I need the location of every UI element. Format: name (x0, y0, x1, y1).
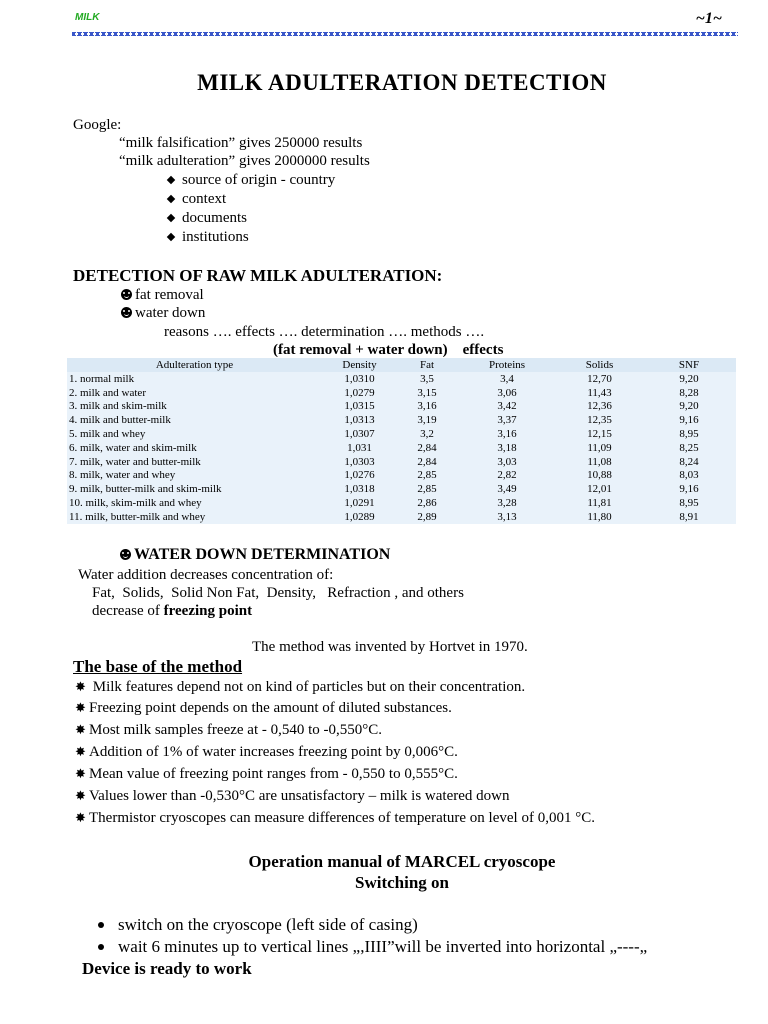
table-cell: 1,0307 (344, 428, 375, 441)
table-cell: 1,0291 (344, 497, 375, 510)
table-cell: 3,2 (420, 428, 434, 441)
table-cell: 3,4 (500, 372, 514, 385)
list-item: ✸ Addition of 1% of water increases freezing point by 0,006°C. (75, 744, 458, 760)
list-item: water down (121, 304, 205, 323)
asterisk-bullet-icon: ✸ (75, 744, 86, 759)
asterisk-bullet-icon: ✸ (75, 700, 86, 715)
table-cell: 8,91 (679, 510, 699, 523)
table-row (67, 455, 736, 469)
table-cell: 12,36 (587, 400, 612, 413)
manual-title: Operation manual of MARCEL cryoscope (248, 852, 556, 871)
list-item: fat removal (121, 286, 204, 305)
table-cell: 8,95 (679, 497, 699, 510)
diamond-bullet-icon (167, 233, 175, 241)
smiley-bullet-icon (121, 289, 132, 300)
table-cell: 9,16 (679, 414, 699, 427)
list-item: ✸ Values lower than -0,530°C are unsatisfactory – milk is watered down (75, 788, 510, 804)
list-item: ✸ Milk features depend not on kind of particles but on their concentration. (75, 679, 526, 695)
row-label: 3. milk and skim-milk (69, 400, 167, 413)
column-header: Fat (397, 358, 457, 372)
table-cell: 3,15 (417, 386, 437, 399)
table-row (67, 386, 736, 400)
water-line-2: Fat, Solids, Solid Non Fat, Density, Refraction , and others (92, 585, 464, 601)
table-row (67, 469, 736, 483)
table-cell: 9,20 (679, 400, 699, 413)
diamond-bullet-icon (167, 195, 175, 203)
google-line-adulteration: “milk adulteration” gives 2000000 results (119, 153, 370, 169)
diamond-bullet-icon (167, 176, 175, 184)
table-cell: 3,19 (417, 414, 437, 427)
smiley-bullet-icon (120, 549, 131, 560)
bullet-icon (98, 922, 104, 928)
table-cell: 3,37 (497, 414, 517, 427)
table-cell: 2,84 (417, 441, 437, 454)
water-down-heading: WATER DOWN DETERMINATION (120, 546, 390, 564)
table-cell: 3,42 (497, 400, 517, 413)
table-cell: 1,0313 (344, 414, 375, 427)
row-label: 7. milk, water and butter-milk (69, 455, 201, 468)
table-cell: 3,06 (497, 386, 517, 399)
page-title: MILK ADULTERATION DETECTION (197, 70, 607, 95)
table-header-row (67, 358, 736, 372)
row-label: 4. milk and butter-milk (69, 414, 171, 427)
table-row (67, 496, 736, 510)
table-cell: 2,89 (417, 510, 437, 523)
table-cell: 1,031 (347, 441, 372, 454)
row-label: 8. milk, water and whey (69, 469, 176, 482)
asterisk-bullet-icon: ✸ (75, 788, 86, 803)
row-label: 11. milk, butter-milk and whey (69, 510, 206, 523)
table-cell: 9,16 (679, 483, 699, 496)
table-cell: 9,20 (679, 372, 699, 385)
row-label: 2. milk and water (69, 386, 146, 399)
asterisk-bullet-icon: ✸ (75, 679, 86, 694)
table-row (67, 510, 736, 524)
row-label: 6. milk, water and skim-milk (69, 441, 197, 454)
table-cell: 8,24 (679, 455, 699, 468)
table-cell: 1,0310 (344, 372, 375, 385)
list-item: ✸ Mean value of freezing point ranges from - 0,550 to 0,555°C. (75, 766, 458, 782)
header-divider (72, 32, 738, 36)
table-cell: 8,25 (679, 441, 699, 454)
table-cell: 2,85 (417, 469, 437, 482)
row-label: 5. milk and whey (69, 428, 146, 441)
adulteration-table (67, 358, 736, 524)
table-cell: 1,0289 (344, 510, 375, 523)
table-row (67, 482, 736, 496)
table-cell: 1,0303 (344, 455, 375, 468)
list-item: context (166, 190, 226, 209)
table-cell: 11,43 (587, 386, 612, 399)
base-method-heading: The base of the method (73, 657, 243, 676)
table-cell: 8,03 (679, 469, 699, 482)
page-number: ~1~ (695, 10, 722, 27)
column-header: SNF (642, 358, 736, 372)
asterisk-bullet-icon: ✸ (75, 766, 86, 781)
column-header: Density (322, 358, 397, 372)
row-label: 1. normal milk (69, 372, 135, 385)
table-cell: 2,82 (497, 469, 517, 482)
list-item: ✸ Most milk samples freeze at - 0,540 to -0,550°C. (75, 722, 383, 738)
table-row (67, 441, 736, 455)
table-cell: 1,0279 (344, 386, 375, 399)
column-header: Proteins (457, 358, 557, 372)
row-label: 10. milk, skim-milk and whey (69, 497, 202, 510)
table-cell: 12,70 (587, 372, 612, 385)
table-cell: 12,15 (587, 428, 612, 441)
list-item: ✸ Freezing point depends on the amount of diluted substances. (75, 700, 452, 716)
table-row (67, 372, 736, 386)
table-cell: 1,0315 (344, 400, 375, 413)
table-cell: 8,28 (679, 386, 699, 399)
table-cell: 3,5 (420, 372, 434, 385)
table-cell: 2,86 (417, 497, 437, 510)
bullet-icon (98, 944, 104, 950)
table-row (67, 400, 736, 414)
column-header: Solids (557, 358, 642, 372)
water-line-1: Water addition decreases concentration of: (78, 567, 334, 583)
table-cell: 3,16 (417, 400, 437, 413)
table-cell: 10,88 (587, 469, 612, 482)
table-cell: 11,81 (587, 497, 612, 510)
list-item: institutions (166, 228, 249, 247)
list-item: switch on the cryoscope (left side of casing) (98, 914, 418, 936)
table-cell: 2,85 (417, 483, 437, 496)
table-cell: 3,03 (497, 455, 517, 468)
row-label: 9. milk, butter-milk and skim-milk (69, 483, 222, 496)
reasons-line: reasons …. effects …. determination …. methods …. (164, 324, 485, 340)
table-cell: 3,13 (497, 510, 517, 523)
smiley-bullet-icon (121, 307, 132, 318)
water-line-3: decrease of freezing point (92, 603, 253, 619)
manual-subtitle: Switching on (355, 873, 449, 892)
table-cell: 3,28 (497, 497, 517, 510)
table-cell: 1,0318 (344, 483, 375, 496)
table-cell: 1,0276 (344, 469, 375, 482)
google-line-falsification: “milk falsification” gives 250000 results (119, 135, 363, 151)
table-cell: 3,18 (497, 441, 517, 454)
table-row (67, 413, 736, 427)
table-cell: 12,01 (587, 483, 612, 496)
table-cell: 11,80 (587, 510, 612, 523)
table-cell: 8,95 (679, 428, 699, 441)
list-item: documents (166, 209, 247, 228)
hortvet-line: The method was invented by Hortvet in 1970. (252, 639, 528, 655)
table-cell: 11,08 (587, 455, 612, 468)
header-label: MILK (75, 12, 100, 23)
table-cell: 2,84 (417, 455, 437, 468)
list-item: ✸ Thermistor cryoscopes can measure differences of temperature on level of 0,001 °C. (75, 810, 595, 826)
asterisk-bullet-icon: ✸ (75, 722, 86, 737)
table-cell: 11,09 (587, 441, 612, 454)
diamond-bullet-icon (167, 214, 175, 222)
column-header: Adulteration type (67, 358, 322, 372)
list-item: wait 6 minutes up to vertical lines „,IIII”will be inverted into horizontal „----„ (98, 936, 647, 958)
list-item: source of origin - country (166, 171, 335, 190)
table-caption: (fat removal + water down) effects (273, 342, 504, 358)
asterisk-bullet-icon: ✸ (75, 810, 86, 825)
table-row (67, 427, 736, 441)
table-cell: 3,49 (497, 483, 517, 496)
table-cell: 3,16 (497, 428, 517, 441)
device-ready-text: Device is ready to work (82, 959, 252, 978)
raw-adulteration-heading: DETECTION OF RAW MILK ADULTERATION: (73, 266, 443, 285)
google-label: Google: (73, 117, 122, 133)
table-cell: 12,35 (587, 414, 612, 427)
